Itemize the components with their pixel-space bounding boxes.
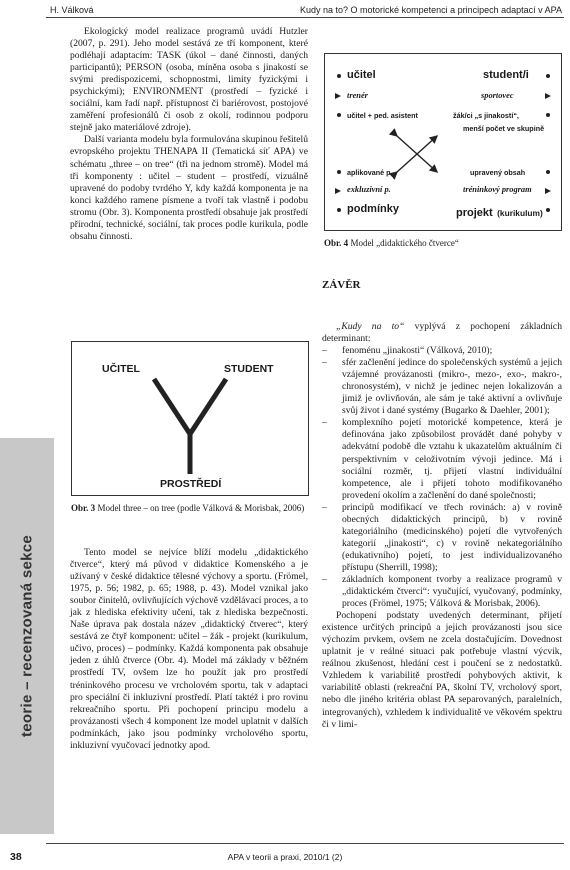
figure-4-training-program: tréninkový program bbox=[463, 185, 532, 194]
paragraph-ecological-model: Ekologický model realizace programů uvádí Hutzler (2007, p. 291). Jeho model sestává ze tří komponent, které podléhají adaptacím: TASK (úkol – dané činnosti, daných participantů); PERSON (osoba, míněna osoba s jinakostí se svými predispozicemi, schopnostmi, limity fyzickými i psychickými); ENVIRONMENT (prostředí – fyzické i sociální, kam řadí např. přístupnost či bariérovost, postojové zaměření profesionálů či osob z okolí, rodinnou podporu stejně jako materiálové zdroje). bbox=[70, 26, 308, 134]
figure-4-bottom-right bbox=[456, 203, 543, 221]
paragraph-didactic-square: Tento model se nejvíce blíží modelu „didaktického čtverce“, který má původ v didaktice Komenského a je užívaný v české didaktice tělesné výchovy a sportu. (Frömel, 1975, p. 56; 1982, p. 65; 1988, p. 43). Model vznikal jako soubor činitelů, ovlivňujících výchově vzdělávací proces, a to jak z hlediska efektivity učení, tak z hlediska bezpečnosti. Naše úprava pak dostala název „didaktický čtverec“, který sestává ze čtyř komponent: učitel – žák - projekt (kurikulum, učivo, proces) – podmínky. Každá komponenta pak obsahuje jeden z úhlů čtverce (Obr. 4). Model má základy v běžném prostředí TV, ovšem lze ho použít jak pro prostředí tréninkového procesu ve vrcholovém sportu, tak v adaptaci pro speciální či inkluzivní prostředí. Platí taktéž i pro rovinu rekreačního sportu. Při pochopení principu modelu a provázanosti všech 4 komponent lze model uplatnit v dalších podmínkách, jako jsou podmínky vrcholového sportu, inkluzivní vyučovací jednotky apod. bbox=[70, 547, 308, 751]
header-rule bbox=[46, 17, 564, 18]
figure-3-caption bbox=[71, 503, 309, 515]
conclusion-intro-rest: vyplývá z pochopení základních determinant: bbox=[322, 321, 562, 345]
figure-4-smaller-group: menší počet ve skupině bbox=[463, 124, 545, 133]
list-item-text: principů modifikací ve třech rovinách: a) v rovině obecných didaktických principů, b) v rovině kategoriálního (medicinského) pojetí dle vytvořených kategorií „jinakosti“, c) v rovině nekategoriálního (edukativního) pojetí, to jest individualizovaného přístupu (Sherrill, 1998); bbox=[342, 501, 562, 573]
page-number: 38 bbox=[10, 851, 22, 863]
list-item: – principů modifikací ve třech rovinách: a) v rovině obecných didaktických principů, b) v rovině kategoriálního (medicinského) pojetí dle vytvořených kategorií „jinakosti“, c) v rovině nekategoriálního (edukativního) pojetí, to jest individualizovaného přístupu (Sherrill, 1998); bbox=[322, 501, 562, 573]
section-title-conclusion: ZÁVĚR bbox=[322, 279, 361, 291]
list-item-text: fenoménu „jinakosti“ (Válková, 2010); bbox=[342, 345, 493, 357]
figure-3-label-teacher: UČITEL bbox=[102, 363, 140, 375]
figure-3-label-student: STUDENT bbox=[224, 363, 274, 375]
footer-rule bbox=[46, 843, 564, 844]
figure-3-three-on-tree bbox=[71, 341, 309, 496]
list-item-text: základních komponent tvorby a realizace programů v „didaktickém čtverci“: vyučující, vyučovaný, podmínky, proces (Frömel, 1975; Válková & Morisbak, 2006). bbox=[342, 573, 562, 610]
figure-4-bottom-right-main: projekt bbox=[456, 207, 493, 219]
list-item-text: komplexního pojetí motorické kompetence, která je definována jako způsobilost provádět dané pohyby v adekvátní podobě dle vztahu k ukazatelům aktuálním či perspektivním v celoživotním vývoji jedince. Má i sociální rozměr, tj. přijetí vlastní individuální kompetence, ale i přijetí tohoto modifikovaného provedení okolím a začlenění do dané společnosti; bbox=[342, 417, 562, 501]
conclusion-intro bbox=[322, 321, 562, 345]
right-column bbox=[322, 321, 562, 731]
running-header-title: Kudy na to? O motorické kompetenci a principech adaptací v APA bbox=[300, 5, 562, 15]
figure-4-teacher-assistant: učitel + ped. asistent bbox=[347, 111, 418, 120]
figure-3-caption-label: Obr. 3 bbox=[71, 503, 96, 513]
figure-4-top-left: učitel bbox=[347, 69, 376, 81]
figure-4-trener: trenér bbox=[347, 91, 368, 100]
figure-4-pupil-otherness: žák/ci „s jinakostí“, bbox=[453, 111, 519, 120]
figure-4-top-right: student/i bbox=[483, 69, 529, 81]
figure-4-bottom-right-small: (kurikulum) bbox=[497, 208, 543, 218]
left-column-bottom bbox=[70, 547, 308, 752]
list-item: – fenoménu „jinakosti“ (Válková, 2010); bbox=[322, 345, 493, 357]
figure-3-label-environment: PROSTŘEDÍ bbox=[160, 478, 222, 490]
figure-4-didactic-square bbox=[324, 53, 562, 231]
figure-3-caption-text: Model three – on tree (podle Válková & Morisbak, 2006) bbox=[95, 503, 305, 513]
section-side-label: teorie – recenzovaná sekce bbox=[18, 534, 36, 738]
figure-4-caption-text: Model „didaktického čtverce“ bbox=[348, 238, 459, 248]
figure-4-exclusive: exkluzivní p. bbox=[347, 185, 391, 194]
running-header-author: H. Válková bbox=[50, 5, 94, 15]
figure-4-sportovec: sportovec bbox=[481, 91, 514, 100]
figure-4-caption bbox=[324, 238, 459, 248]
figure-4-bottom-left: podmínky bbox=[347, 203, 399, 215]
list-item: – komplexního pojetí motorické kompetence, která je definována jako způsobilost provádět dané pohyby v adekvátní podobě dle vztahu k ukazatelům aktuálním či perspektivním v celoživotním vývoji jedince. Má i sociální rozměr, tj. přijetí vlastní individuální kompetence, ale i přijetí tohoto modifikovaného provedení okolím a začlenění do dané společnosti; bbox=[322, 417, 562, 501]
conclusion-intro-italic: „Kudy na to“ bbox=[336, 321, 405, 332]
figure-4-applied: aplikované p. bbox=[347, 168, 393, 177]
list-item: – základních komponent tvorby a realizace programů v „didaktickém čtverci“: vyučující, vyučovaný, podmínky, proces (Frömel, 1975; Válková & Morisbak, 2006). bbox=[322, 573, 562, 610]
journal-footer: APA v teorii a praxi, 2010/1 (2) bbox=[227, 852, 343, 862]
paragraph-three-on-tree: Další varianta modelu byla formulována skupinou řešitelů evropského projektu THENAPA II (Tematická síť APA) ve schématu „three – on tree“ (tři na jednom stromě). Model má tři komponenty : učitel – student – prostředí, vizuálně upravené do podoby tvrdého Y, kdy každá komponenta je na konci každého ramene písmene a tvoří tak vlastně i podobu stromu (Obr. 3). Komponenta prostředí obsahuje jak prostředí přírodní, technické, sociální, tak proces podle kurikula, podle obsahu činnosti. bbox=[70, 134, 308, 242]
determinants-list bbox=[322, 345, 562, 610]
list-item: – sfér začlenění jedince do společenských systémů a jejich vzájemné provázanosti (mikro-, mezo-, exo-, makro-, chronosystém), v nichž je jedinec nejen lokalizován a jimiž je ovlivňován, ale sám je také aktivní a ovlivňuje svůj život i dané systémy (Bugarko & Daehler, 2001); bbox=[322, 357, 562, 417]
left-column-top bbox=[70, 26, 308, 243]
conclusion-closing: Pochopení podstaty uvedených determinant, přijetí existence určitých principů a jejich provázanosti jsou sice výchozím prvkem, ovšem ne zcela dostačujícím. Dovednost uplatnit je v reálné situaci pak potřebuje vlastní výcvik, reálnou zkušenost, hledání cest i poučení se z nedostatků. Vzhledem k variabilitě prostředí pohybových aktivit, k variabilitě oblasti (rekreační PA, školní TV, vrcholový sport, nebo dle jiného kritéria oblast PA separovaných, paralelních, integrovaných), vzhledem k individualitě ve věkovém spektru či v limi- bbox=[322, 610, 562, 730]
list-item-text: sfér začlenění jedince do společenských systémů a jejich vzájemné provázanosti (mikro-, mezo-, exo-, makro-, chronosystém), v nichž je jedinec nejen lokalizován a jimiž je ovlivňován, ale sám je také aktivní a ovlivňuje svůj život i dané systémy (Bugarko & Daehler, 2001); bbox=[342, 357, 562, 417]
figure-4-caption-label: Obr. 4 bbox=[324, 238, 349, 248]
figure-4-adapted-content: upravený obsah bbox=[470, 168, 526, 177]
